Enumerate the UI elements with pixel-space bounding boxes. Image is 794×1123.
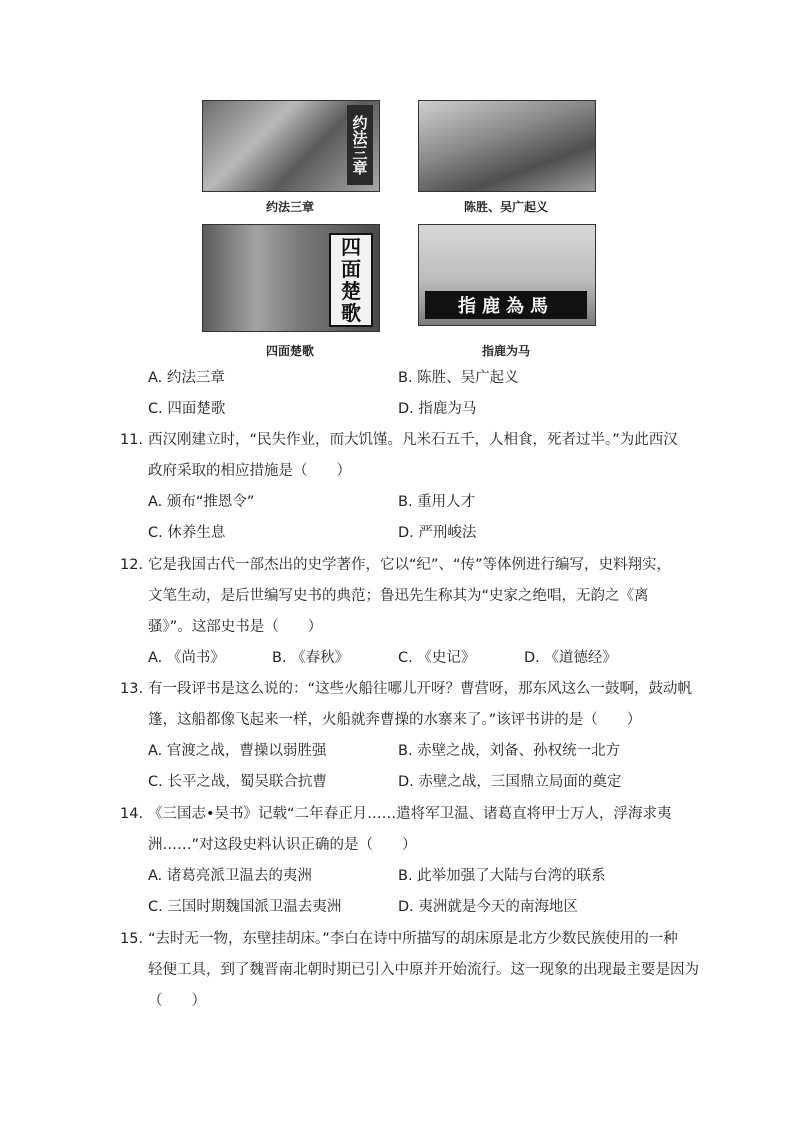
q13-option-b[interactable]: B. 赤壁之战，刘备、孙权统一北方 — [398, 743, 621, 759]
q11-stem-line-2: 政府采取的相应措施是（ ） — [148, 463, 351, 479]
q15-stem-line-2: 轻便工具，到了魏晋南北朝时期已引入中原并开始流行。这一现象的出现最主要是因为 — [148, 962, 699, 978]
caption-4: 指鹿为马 — [481, 344, 530, 358]
caption-1: 约法三章 — [265, 200, 314, 214]
q11-option-b[interactable]: B. 重用人才 — [398, 494, 476, 510]
q10-option-a[interactable]: A. 约法三章 — [148, 370, 225, 386]
q11-number: 11. — [120, 432, 144, 448]
q10-option-c[interactable]: C. 四面楚歌 — [148, 401, 226, 417]
q15-stem-line-3: （ ） — [148, 993, 206, 1009]
q14-option-c[interactable]: C. 三国时期魏国派卫温去夷洲 — [148, 899, 342, 915]
q13-option-d[interactable]: D. 赤壁之战，三国鼎立局面的奠定 — [398, 774, 622, 790]
q10-option-b[interactable]: B. 陈胜、吴广起义 — [398, 370, 519, 386]
q12-option-b[interactable]: B. 《春秋》 — [272, 650, 350, 666]
seal-simian-chuge-text: 四面楚歌 — [341, 235, 361, 325]
caption-3: 四面楚歌 — [265, 344, 314, 358]
q12-stem-line-3: 骚》”。这部史书是（ ） — [148, 619, 323, 635]
q10-option-d[interactable]: D. 指鹿为马 — [398, 401, 477, 417]
q12-stem-line-1: 它是我国古代一部杰出的史学著作，它以“纪”、“传”等体例进行编写，史料翔实， — [148, 557, 672, 573]
seal-simian-chuge — [329, 233, 373, 327]
q11-option-a[interactable]: A. 颁布“推恩令” — [148, 494, 255, 510]
q13-stem-line-1: 有一段评书是这么说的：“这些火船往哪儿开呀？曹营呀，那东风这么一鼓啊，鼓动帆 — [148, 681, 693, 697]
q12-number: 12. — [120, 557, 144, 573]
seal-zhilu-weima: 指鹿為馬 — [425, 291, 587, 319]
q11-option-c[interactable]: C. 休养生息 — [148, 525, 226, 541]
q14-stem-line-2: 洲……”对这段史料认识正确的是（ ） — [148, 837, 417, 853]
illustration-chen-sheng-wu-guang — [418, 100, 596, 192]
illustration-zhilu-weima — [418, 224, 596, 326]
q13-option-c[interactable]: C. 长平之战，蜀吴联合抗曹 — [148, 774, 327, 790]
q15-number: 15. — [120, 931, 144, 947]
q14-option-d[interactable]: D. 夷洲就是今天的南海地区 — [398, 899, 578, 915]
q12-option-c[interactable]: C. 《史记》 — [398, 650, 476, 666]
q11-option-d[interactable]: D. 严刑峻法 — [398, 525, 477, 541]
q11-stem-line-1: 西汉刚建立时，“民失作业，而大饥馑。凡米石五千，人相食，死者过半。”为此西汉 — [148, 432, 678, 448]
q12-option-d[interactable]: D. 《道德经》 — [524, 650, 617, 666]
q14-option-b[interactable]: B. 此举加强了大陆与台湾的联系 — [398, 868, 606, 884]
q13-number: 13. — [120, 681, 144, 697]
q12-stem-line-2: 文笔生动，是后世编写史书的典范；鲁迅先生称其为“史家之绝唱，无韵之《离 — [148, 588, 649, 604]
q13-option-a[interactable]: A. 官渡之战，曹操以弱胜强 — [148, 743, 327, 759]
q13-stem-line-2: 篷，这船都像飞起来一样，火船就奔曹操的水寨来了。”该评书讲的是（ ） — [148, 712, 642, 728]
seal-yuefa-sanzhang: 约法三章 — [347, 105, 373, 185]
history-illustrations — [196, 96, 596, 358]
q12-option-a[interactable]: A. 《尚书》 — [148, 650, 225, 666]
q14-option-a[interactable]: A. 诸葛亮派卫温去的夷洲 — [148, 868, 312, 884]
q14-number: 14. — [120, 806, 144, 822]
q14-stem-line-1: 《三国志•吴书》记载“二年春正月……遣将军卫温、诸葛直将甲士万人，浮海求夷 — [148, 806, 672, 822]
illustration-simian-chuge — [202, 224, 380, 332]
q15-stem-line-1: “去时无一物，东壁挂胡床。”李白在诗中所描写的胡床原是北方少数民族使用的一种 — [148, 931, 678, 947]
illustration-yuefa-sanzhang — [202, 100, 380, 192]
caption-2: 陈胜、吴广起义 — [463, 200, 548, 214]
